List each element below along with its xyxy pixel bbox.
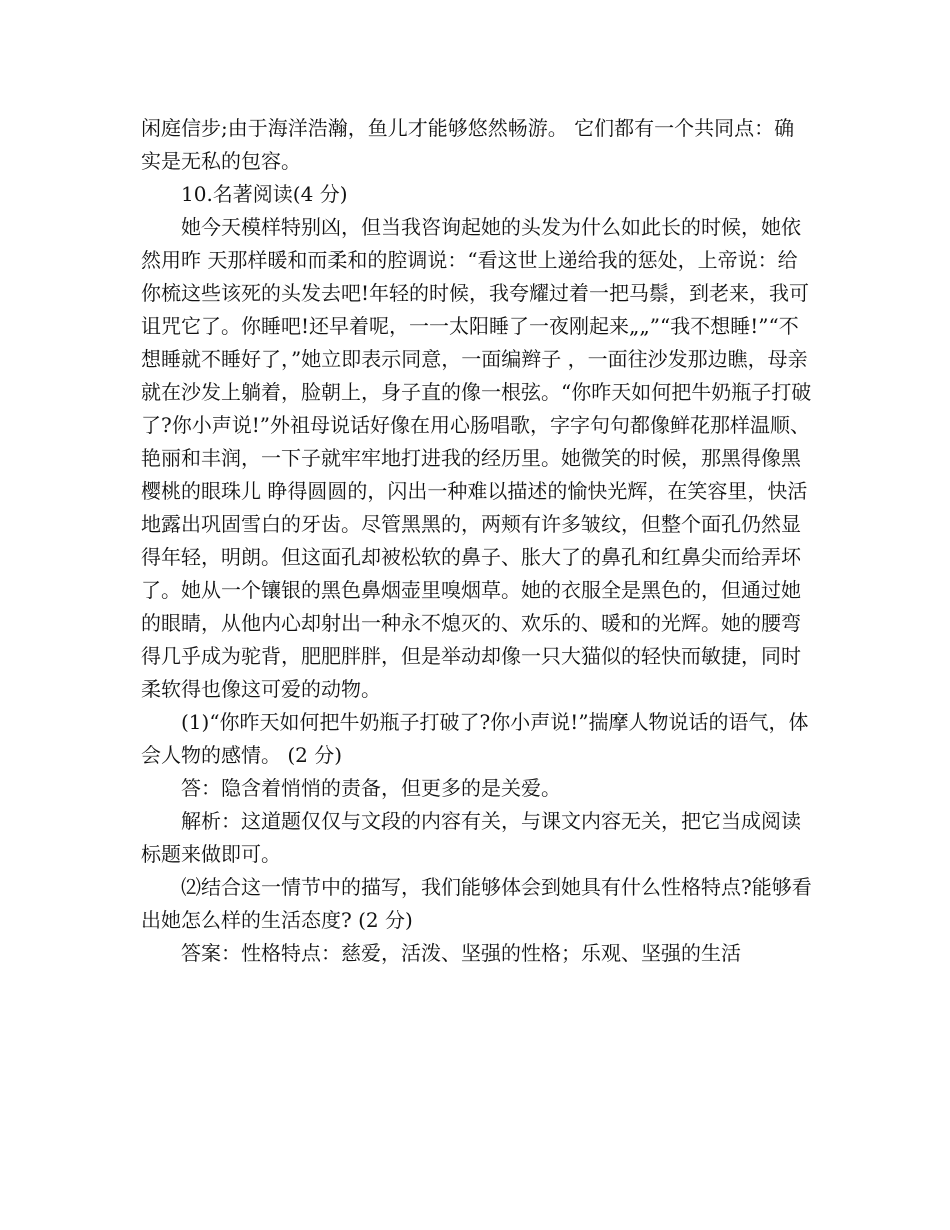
- passage-paragraph: 她今天模样特别凶，但当我咨询起她的头发为什么如此长的时候，她依然用昨 天那样暖和而柔和的腔调说：“看这世上递给我的惩处，上帝说：给你梳这些该死的头发去吧!年轻的时候，我夸耀过着一把马鬃，到老来，我可诅咒它了。你睡吧!还早着呢，一一太阳睡了一夜刚起来„„”“我不想睡!”“不想睡就不睡好了，”她立即表示同意，一面编辫子 ，一面往沙发那边瞧，母亲就在沙发上躺着，脸朝上，身子直的像一根弦。“你昨天如何把牛奶瓶子打破了?你小声说!”外祖母说话好像在用心肠唱歌，字字句句都像鲜花那样温顺、艳丽和丰润，一下子就牢牢地打进我的经历里。她微笑的时候，那黑得像黑樱桃的眼珠儿 睁得圆圆的，闪出一种难以描述的愉快光辉，在笑容里，快活地露出巩固雪白的牙齿。尽管黑黑的，两颊有许多皱纹，但整个面孔仍然显得年轻，明朗。但这面孔却被松软的鼻子、胀大了的鼻孔和红鼻尖而给弄坏了。她从一个镶银的黑色鼻烟壶里嗅烟草。她的衣服全是黑色的，但通过她的眼睛，从他内心却射出一种永不熄灭的、欢乐的、暖和的光辉。她的腰弯得几乎成为驼背，肥肥胖胖，但是举动却像一只大猫似的轻快而敏捷，同时柔软得也像这可爱的动物。: [141, 215, 812, 701]
- question-1: (1)“你昨天如何把牛奶瓶子打破了?你小声说!”揣摩人物说话的语气，体会人物的感情。 (2 分): [141, 710, 809, 767]
- question-2: ⑵结合这一情节中的描写，我们能够体会到她具有什么性格特点?能够看出她怎么样的生活态度? (2 分): [141, 875, 812, 932]
- answer-1: 答：隐含着悄悄的责备，但更多的是关爱。: [181, 776, 561, 800]
- section-heading: 10.名著阅读(4 分): [181, 182, 348, 206]
- continuation-paragraph: 闲庭信步;由于海洋浩瀚，鱼儿才能够悠然畅游。 它们都有一个共同点：确实是无私的包容。: [141, 116, 795, 173]
- answer-2: 答案：性格特点：慈爱，活泼、坚强的性格；乐观、坚强的生活: [181, 941, 741, 965]
- analysis-1: 解析：这道题仅仅与文段的内容有关，与课文内容无关，把它当成阅读标题来做即可。: [141, 809, 801, 866]
- document-page: [141, 112, 813, 970]
